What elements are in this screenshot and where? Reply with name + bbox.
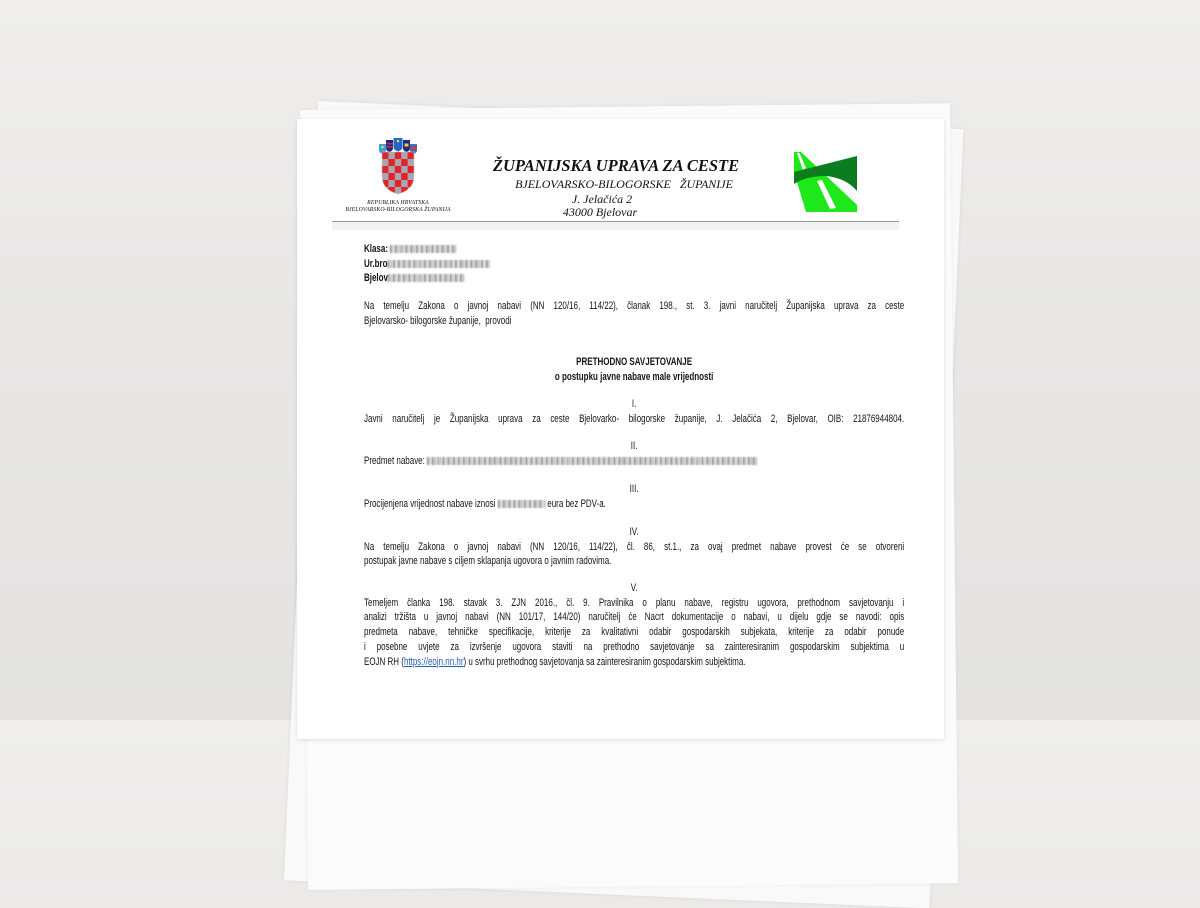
place-date-redacted [388, 274, 465, 282]
coat-caption-county: BJELOVARSKO-BILOGORSKA ŽUPANIJA [345, 207, 451, 213]
eojn-link[interactable]: https://eojn.nn.hr [403, 655, 464, 668]
paragraph-line: Na temelju Zakona o javnoj nabavi (NN 120/16, 114/22), čl. 86, st.1., za ovaj predmet nabave provest će se otvoreni [364, 540, 905, 553]
checkerboard-shield-icon [382, 152, 414, 194]
document-subtitle: o postupku javne nabave male vrijednosti [554, 370, 714, 383]
section-number: III. [629, 483, 639, 495]
klasa-line [364, 242, 904, 257]
section-number: I. [631, 398, 637, 410]
paragraph-line: predmeta nabave, tehničke specifikacije, kriterije za kvalitativni odabir gospodarskih subjekata, kriterije za odabir ponude [364, 626, 905, 639]
section-1 [364, 397, 904, 426]
intro-paragraph [364, 299, 904, 328]
place-label: Bjelov [364, 272, 388, 285]
road-authority-logo-icon [792, 150, 858, 214]
document-title: PRETHODNO SAVJETOVANJE [576, 356, 693, 368]
crown-icon [379, 138, 417, 154]
place-date-line [364, 271, 904, 286]
section-2 [364, 439, 904, 468]
estimated-value-suffix: eura bez PDV-a. [547, 497, 606, 510]
urbroj-value-redacted [388, 260, 490, 268]
paragraph-line: analizi tržišta u javnoj nabavi (NN 101/17, 144/20) naručitelj će Nacrt dokumentacije o nabavi, u dijelu gdje se navodi: opis [364, 611, 905, 624]
section-number: IV. [629, 526, 639, 538]
paragraph-line: postupak javne nabave s ciljem sklapanja ugovora o javnim radovima. [364, 555, 612, 568]
section-4 [364, 525, 904, 569]
paragraph-line: Bjelovarsko- bilogorske županije, provodi [364, 314, 512, 327]
reference-block [364, 242, 904, 286]
organization-city: 43000 Bjelovar [562, 205, 638, 219]
paragraph-line [364, 655, 904, 670]
paragraph-line: i posebne uvjete za izvršenje ugovora staviti na prethodno savjetovanje sa zainteresiranim gospodarskim subjektima u [364, 640, 905, 653]
eojn-text-after: ) u svrhu prethodnog savjetovanja sa zainteresiranim gospodarskim subjektima. [463, 655, 746, 668]
section-3 [364, 482, 904, 511]
letterhead-band [332, 222, 899, 230]
estimated-value-redacted [498, 500, 545, 508]
section-5 [364, 581, 904, 669]
document-heading [364, 355, 904, 384]
paragraph-line: Temeljem članka 198. stavak 3. ZJN 2016., čl. 9. Pravilnika o planu nabave, registru ugovora, prethodnom savjetovanju i [364, 596, 905, 609]
klasa-label: Klasa: [364, 243, 388, 255]
urbroj-line [364, 257, 904, 272]
subject-line [364, 454, 904, 469]
eojn-text-before: EOJN RH ( [364, 655, 404, 668]
klasa-value-redacted [390, 245, 457, 253]
section-number: II. [630, 440, 638, 452]
paragraph-line: Na temelju Zakona o javnoj nabavi (NN 120/16, 114/22), članak 198., st. 3. javni naručitelj Županijska uprava za ceste [364, 300, 905, 312]
paragraph-line: Javni naručitelj je Županijska uprava za ceste Bjelovarko- bilogorske županije, J. Jelačića 2, Bjelovar, OIB: 21876944804. [364, 412, 905, 425]
organization-address: J. Jelačića 2 [571, 192, 633, 206]
subject-value-redacted [427, 457, 757, 465]
estimated-value-line [364, 497, 904, 512]
croatian-coat-of-arms-icon [376, 136, 420, 196]
coat-caption-republic: REPUBLIKA HRVATSKA [367, 200, 429, 206]
estimated-value-prefix: Procijenjena vrijednost nabave iznosi [364, 497, 496, 510]
section-number: V. [630, 582, 638, 594]
organization-title: ŽUPANIJSKA UPRAVA ZA CESTE [492, 156, 740, 175]
organization-subtitle: BJELOVARSKO-BILOGORSKE ŽUPANIJE [515, 177, 733, 191]
subject-label: Predmet nabave: [364, 454, 425, 467]
urbroj-label: Ur.bro [364, 257, 388, 270]
